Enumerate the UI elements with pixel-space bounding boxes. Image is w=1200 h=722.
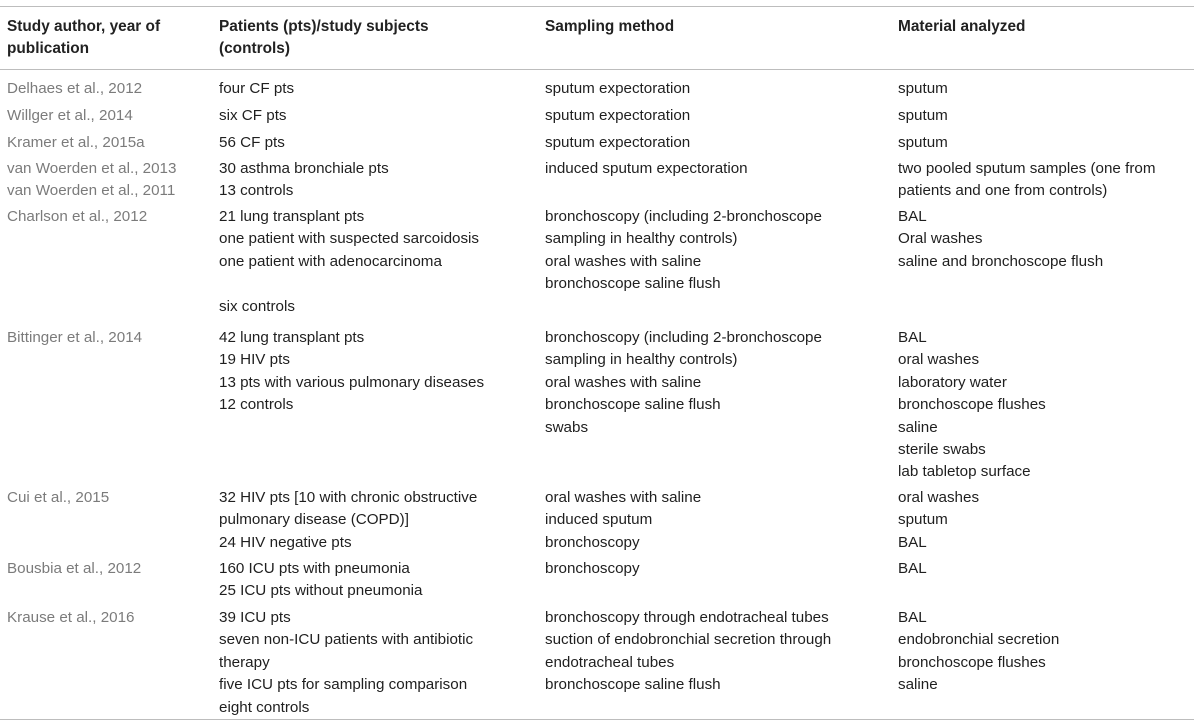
cell-author-line: Charlson et al., 2012 [7, 208, 148, 225]
cell-material [898, 327, 1198, 484]
cell-patients-line: four CF pts [219, 80, 295, 97]
cell-sampling-line: suction of endobronchial secretion through [545, 631, 832, 649]
cell-patients-line: one patient with adenocarcinoma [219, 252, 442, 270]
cell-material-line: lab tabletop surface [898, 463, 1031, 481]
cell-author-line: Bittinger et al., 2014 [7, 329, 143, 346]
table-top-rule [0, 6, 1194, 7]
cell-patients-line: 30 asthma bronchiale pts [219, 160, 389, 177]
table-bottom-rule [0, 719, 1194, 720]
cell-author [7, 327, 207, 349]
cell-material-line: oral washes [898, 489, 980, 506]
cell-sampling-line: bronchoscopy [545, 533, 640, 551]
cell-author [7, 158, 207, 203]
cell-patients [219, 607, 529, 719]
cell-material [898, 607, 1198, 697]
cell-sampling-line: sputum expectoration [545, 134, 691, 151]
cell-patients-line: 13 controls [219, 182, 294, 200]
cell-author-line: van Woerden et al., 2013 [7, 160, 177, 177]
header-patients-line: (controls) [219, 40, 290, 58]
header-patients-line: Patients (pts)/study subjects [219, 18, 429, 35]
cell-author-line: van Woerden et al., 2011 [7, 182, 176, 200]
cell-sampling [545, 607, 885, 697]
cell-material [898, 158, 1198, 203]
cell-material-line: sputum [898, 134, 948, 151]
cell-sampling [545, 132, 885, 154]
cell-sampling-line: oral washes with saline [545, 489, 702, 506]
cell-patients-line: eight controls [219, 698, 310, 716]
cell-material-line: saline [898, 676, 938, 694]
cell-material-line: patients and one from controls) [898, 182, 1108, 200]
cell-author-line: Delhaes et al., 2012 [7, 80, 143, 97]
cell-sampling-line: bronchoscopy through endotracheal tubes [545, 609, 829, 626]
cell-sampling-line: oral washes with saline [545, 252, 702, 270]
cell-sampling-line: bronchoscopy (including 2-bronchoscope [545, 329, 822, 346]
cell-patients-line: six controls [219, 297, 295, 315]
header-author-line: publication [7, 40, 90, 58]
cell-author-line: Kramer et al., 2015a [7, 134, 145, 151]
cell-patients-line: six CF pts [219, 107, 287, 124]
cell-author-line: Willger et al., 2014 [7, 107, 133, 124]
cell-material-line: laboratory water [898, 373, 1007, 391]
cell-patients-line: 160 ICU pts with pneumonia [219, 560, 410, 577]
cell-patients [219, 327, 529, 417]
cell-sampling-line: swabs [545, 418, 589, 436]
cell-author [7, 206, 207, 228]
header-rule [0, 69, 1194, 70]
header-patients [219, 16, 429, 61]
cell-material-line: BAL [898, 208, 927, 225]
cell-author [7, 105, 207, 127]
cell-patients-line: 24 HIV negative pts [219, 533, 352, 551]
cell-patients-line: five ICU pts for sampling comparison [219, 676, 468, 694]
cell-author [7, 607, 207, 629]
cell-material-line: sputum [898, 107, 948, 124]
cell-author [7, 558, 207, 580]
cell-patients-line: pulmonary disease (COPD)] [219, 511, 409, 529]
cell-patients-line: 32 HIV pts [10 with chronic obstructive [219, 489, 478, 506]
cell-sampling-line: bronchoscopy (including 2-bronchoscope [545, 208, 822, 225]
cell-patients [219, 132, 529, 154]
cell-material-line: sterile swabs [898, 440, 986, 458]
cell-sampling-line: bronchoscopy [545, 560, 640, 577]
header-material [898, 16, 1025, 38]
cell-patients-line: 25 ICU pts without pneumonia [219, 582, 423, 600]
cell-author [7, 132, 207, 154]
cell-sampling [545, 105, 885, 127]
cell-material [898, 558, 1198, 580]
cell-sampling [545, 558, 885, 580]
cell-material [898, 78, 1198, 100]
cell-sampling-line: induced sputum [545, 511, 653, 529]
cell-patients-line: one patient with suspected sarcoidosis [219, 230, 480, 248]
cell-patients-line: 19 HIV pts [219, 351, 290, 369]
cell-patients [219, 206, 529, 318]
cell-material-line: sputum [898, 80, 948, 97]
header-material-line: Material analyzed [898, 18, 1026, 35]
cell-patients-line [219, 273, 529, 295]
cell-author-line: Cui et al., 2015 [7, 489, 110, 506]
cell-material [898, 132, 1198, 154]
cell-patients-line: seven non-ICU patients with antibiotic [219, 631, 474, 649]
cell-material-line: saline [898, 418, 938, 436]
cell-sampling-line: sputum expectoration [545, 80, 691, 97]
cell-material-line: BAL [898, 609, 927, 626]
cell-sampling-line: bronchoscope saline flush [545, 676, 721, 694]
cell-author [7, 487, 207, 509]
cell-material-line: bronchoscope flushes [898, 396, 1046, 414]
cell-patients-line: 39 ICU pts [219, 609, 291, 626]
cell-sampling-line: bronchoscope saline flush [545, 396, 721, 414]
cell-material [898, 105, 1198, 127]
cell-material-line: two pooled sputum samples (one from [898, 160, 1156, 177]
cell-material-line: bronchoscope flushes [898, 653, 1046, 671]
cell-author-line: Krause et al., 2016 [7, 609, 135, 626]
cell-sampling-line: sampling in healthy controls) [545, 351, 738, 369]
header-author-line: Study author, year of [7, 18, 161, 35]
cell-patients [219, 158, 529, 203]
cell-sampling-line: oral washes with saline [545, 373, 702, 391]
cell-sampling [545, 158, 885, 180]
cell-patients [219, 558, 529, 603]
cell-material [898, 487, 1198, 554]
cell-sampling-line: sampling in healthy controls) [545, 230, 738, 248]
cell-patients-line: therapy [219, 653, 270, 671]
cell-sampling-line: bronchoscope saline flush [545, 275, 721, 293]
header-author [7, 16, 160, 61]
cell-patients [219, 78, 529, 100]
cell-patients [219, 105, 529, 127]
cell-material-line: Oral washes [898, 230, 983, 248]
cell-sampling [545, 206, 885, 296]
cell-sampling-line: sputum expectoration [545, 107, 691, 124]
cell-material-line: saline and bronchoscope flush [898, 252, 1104, 270]
header-sampling-line: Sampling method [545, 18, 675, 35]
cell-author-line: Bousbia et al., 2012 [7, 560, 142, 577]
cell-author [7, 78, 207, 100]
cell-material-line: BAL [898, 329, 927, 346]
cell-patients-line: 12 controls [219, 396, 294, 414]
cell-sampling-line: induced sputum expectoration [545, 160, 748, 177]
cell-material-line: oral washes [898, 351, 980, 369]
cell-material-line: sputum [898, 511, 948, 529]
cell-material-line: BAL [898, 533, 927, 551]
cell-sampling [545, 78, 885, 100]
cell-material [898, 206, 1198, 273]
cell-patients-line: 42 lung transplant pts [219, 329, 365, 346]
cell-patients-line: 56 CF pts [219, 134, 285, 151]
cell-patients [219, 487, 529, 554]
cell-material-line: endobronchial secretion [898, 631, 1060, 649]
header-sampling [545, 16, 674, 38]
cell-sampling [545, 487, 885, 554]
cell-material-line: BAL [898, 560, 927, 577]
cell-patients-line: 21 lung transplant pts [219, 208, 365, 225]
cell-sampling-line: endotracheal tubes [545, 653, 675, 671]
cell-sampling [545, 327, 885, 439]
cell-patients-line: 13 pts with various pulmonary diseases [219, 373, 485, 391]
